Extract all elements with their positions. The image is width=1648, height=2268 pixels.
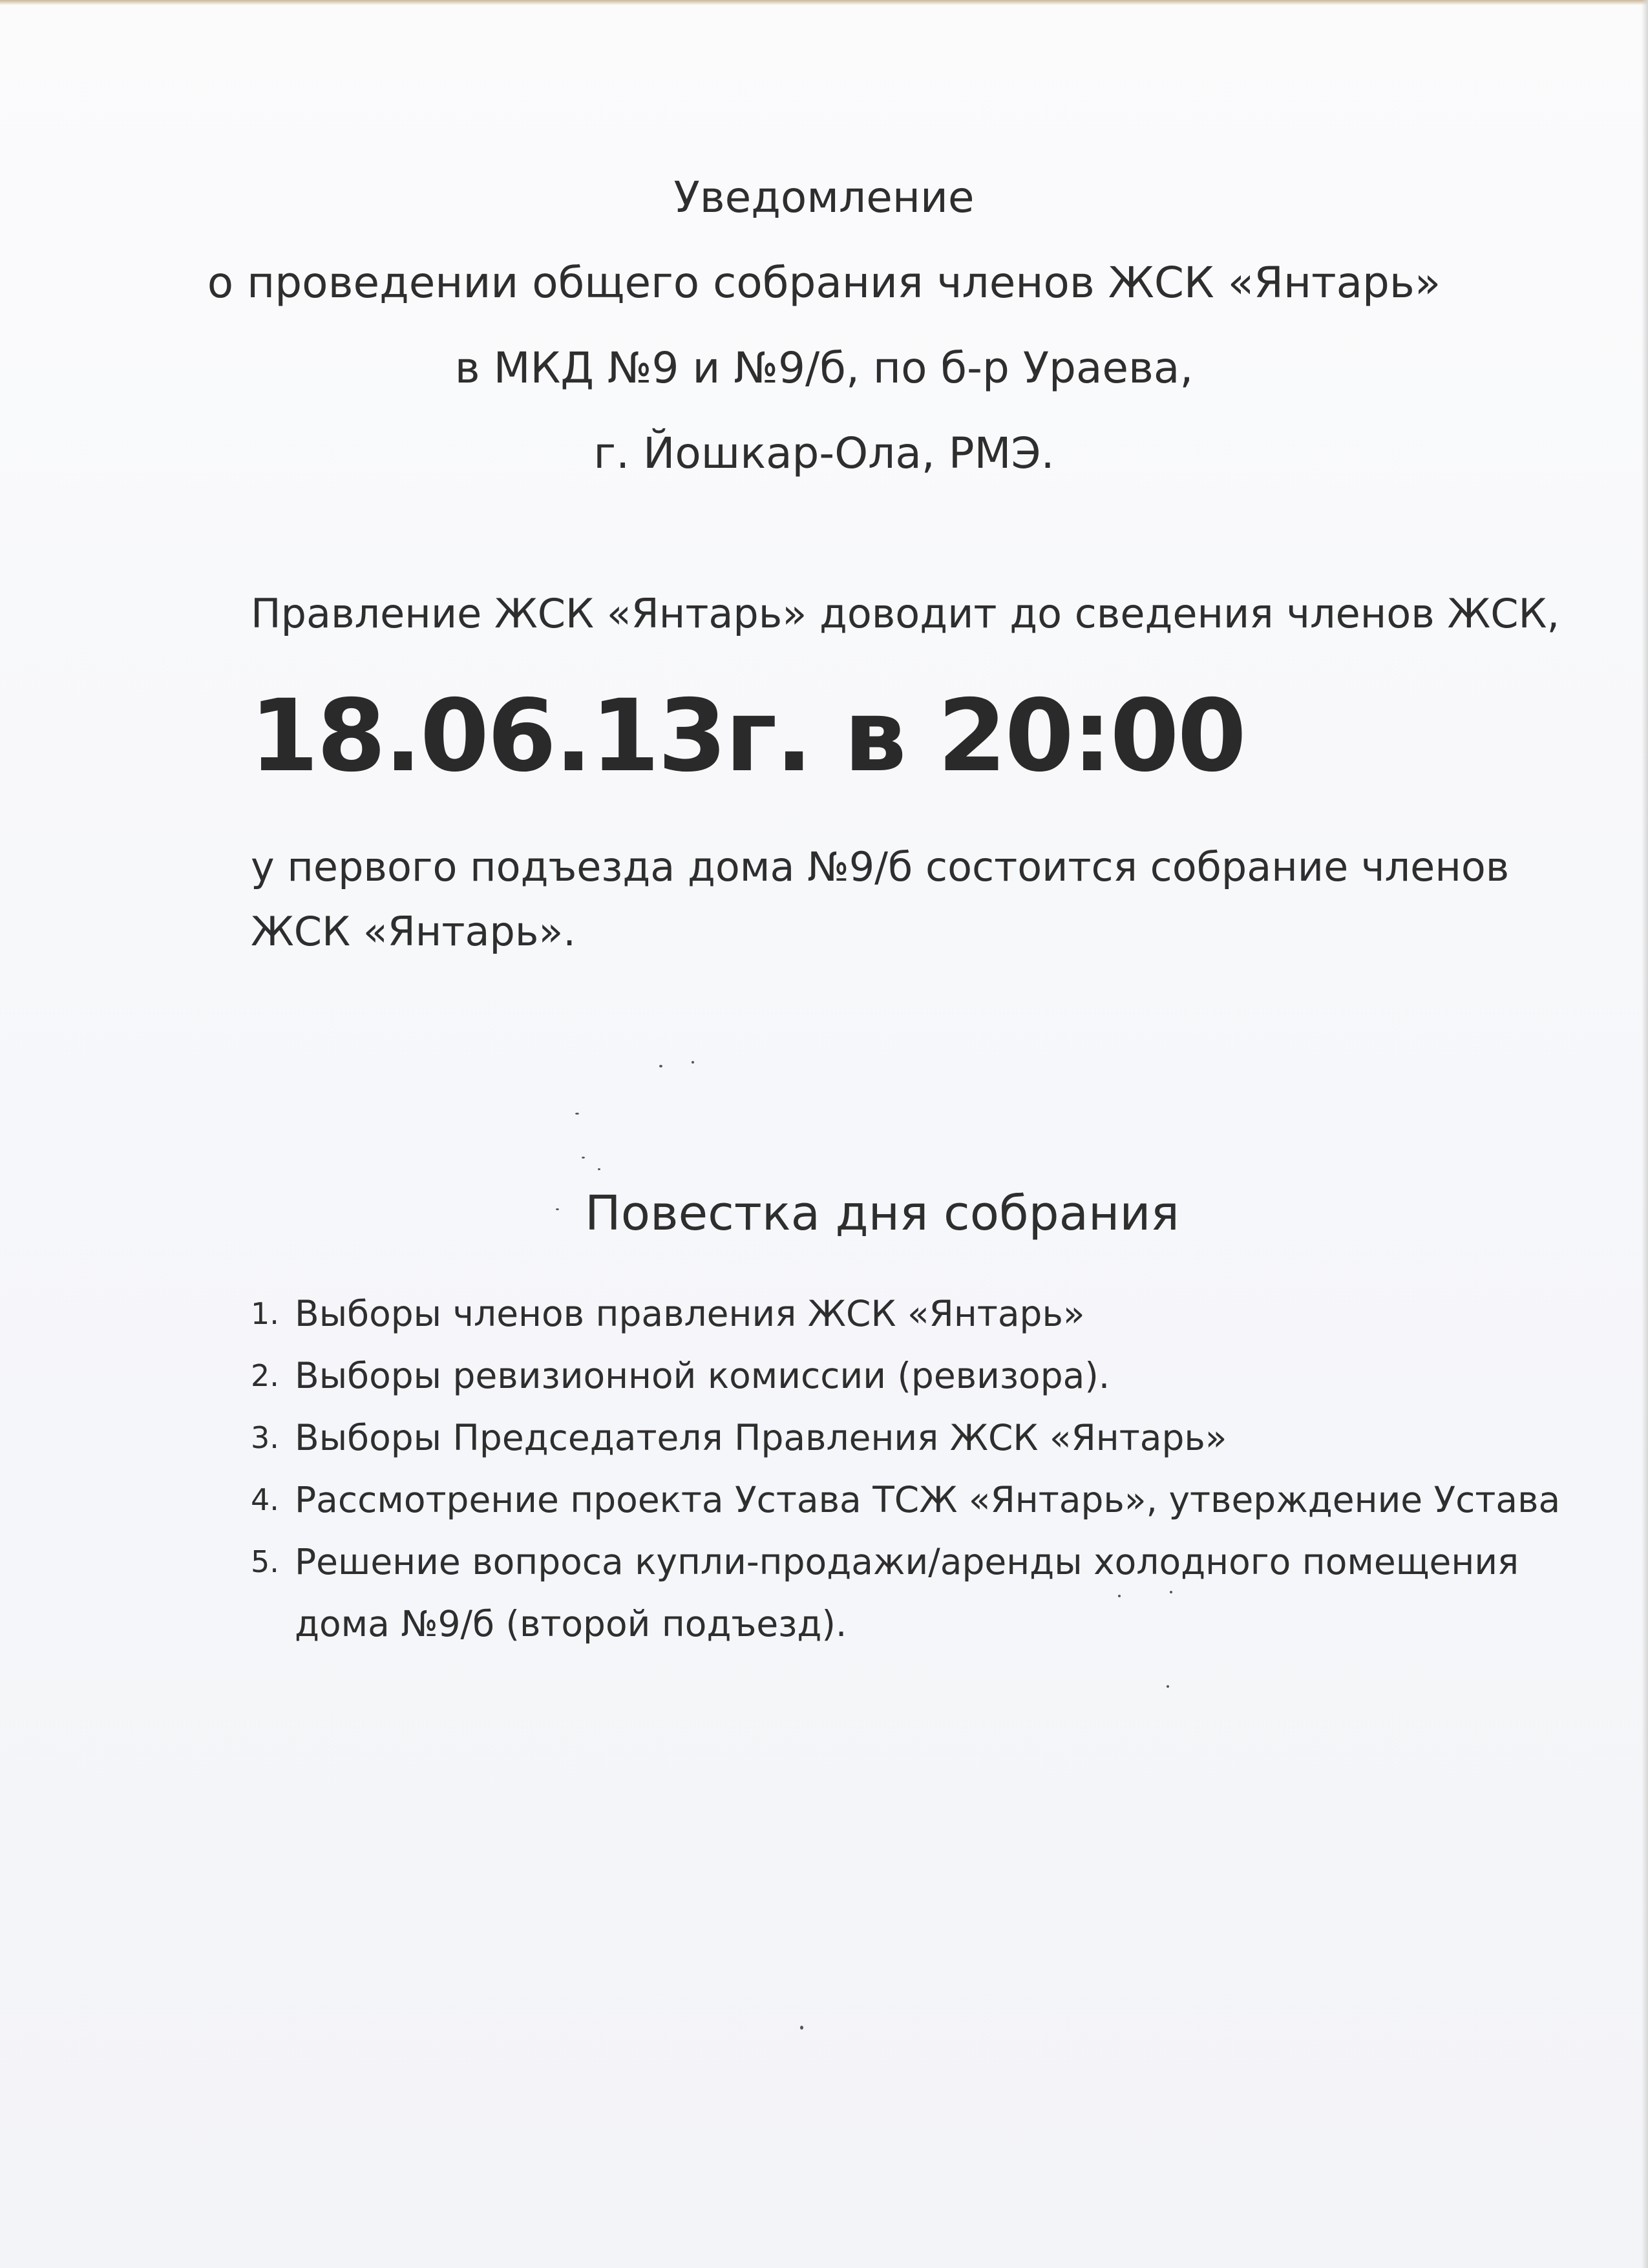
lead-paragraph: Правление ЖСК «Янтарь» доводит до сведения членов ЖСК, <box>251 590 1560 637</box>
scan-speck <box>1167 1685 1169 1688</box>
scan-top-edge <box>0 0 1648 5</box>
agenda-item-line: Выборы ревизионной комиссии (ревизора). <box>295 1355 1110 1396</box>
scan-speck <box>575 1113 579 1115</box>
agenda-item-text <box>295 1407 1227 1469</box>
agenda-item-line: Рассмотрение проекта Устава ТСЖ «Янтарь», утверждение Устава <box>295 1479 1561 1520</box>
notice-address: в МКД №9 и №9/б, по б-р Ураева, <box>454 343 1194 393</box>
agenda-item <box>251 1407 1543 1469</box>
notice-header <box>0 155 1648 496</box>
agenda-item-number: 1. <box>251 1296 279 1331</box>
scan-speck <box>659 1065 662 1067</box>
agenda-item-line: Выборы Председателя Правления ЖСК «Янтарь» <box>295 1417 1227 1458</box>
agenda-item-text <box>295 1531 1519 1655</box>
agenda-title: Повестка дня собрания <box>585 1186 1179 1241</box>
agenda-list <box>251 1283 1561 1655</box>
scan-speck <box>556 1208 559 1210</box>
scan-speck <box>800 2026 803 2030</box>
scan-speck <box>1118 1595 1121 1597</box>
scan-speck <box>692 1061 694 1064</box>
body-line: ЖСК «Янтарь». <box>251 908 576 955</box>
agenda-item <box>251 1531 1543 1655</box>
agenda-item-number: 3. <box>251 1420 279 1455</box>
agenda-item <box>251 1469 1561 1531</box>
agenda-item-text <box>295 1283 1085 1345</box>
meeting-location-paragraph <box>251 835 1543 964</box>
agenda-item <box>251 1283 1543 1345</box>
agenda-item-number: 5. <box>251 1544 279 1579</box>
agenda-item <box>251 1345 1543 1407</box>
meeting-datetime: 18.06.13г. в 20:00 <box>249 678 1245 794</box>
notice-title: Уведомление <box>673 173 975 222</box>
scan-speck <box>582 1157 585 1159</box>
agenda-item-line: дома №9/б (второй подъезд). <box>295 1603 847 1644</box>
agenda-item-text <box>295 1469 1560 1531</box>
agenda-item-line: Выборы членов правления ЖСК «Янтарь» <box>295 1293 1085 1334</box>
agenda-item-number: 4. <box>251 1482 279 1517</box>
agenda-item-line: Решение вопроса купли-продажи/аренды холодного помещения <box>295 1541 1519 1582</box>
notice-subtitle: о проведении общего собрания членов ЖСК «Янтарь» <box>207 258 1441 308</box>
notice-city: г. Йошкар-Ола, РМЭ. <box>593 428 1055 478</box>
agenda-item-text <box>295 1345 1110 1407</box>
scan-speck <box>1170 1591 1172 1593</box>
scan-speck <box>598 1168 600 1170</box>
agenda-item-number: 2. <box>251 1358 279 1393</box>
body-line: у первого подъезда дома №9/б состоится собрание членов <box>251 843 1510 890</box>
